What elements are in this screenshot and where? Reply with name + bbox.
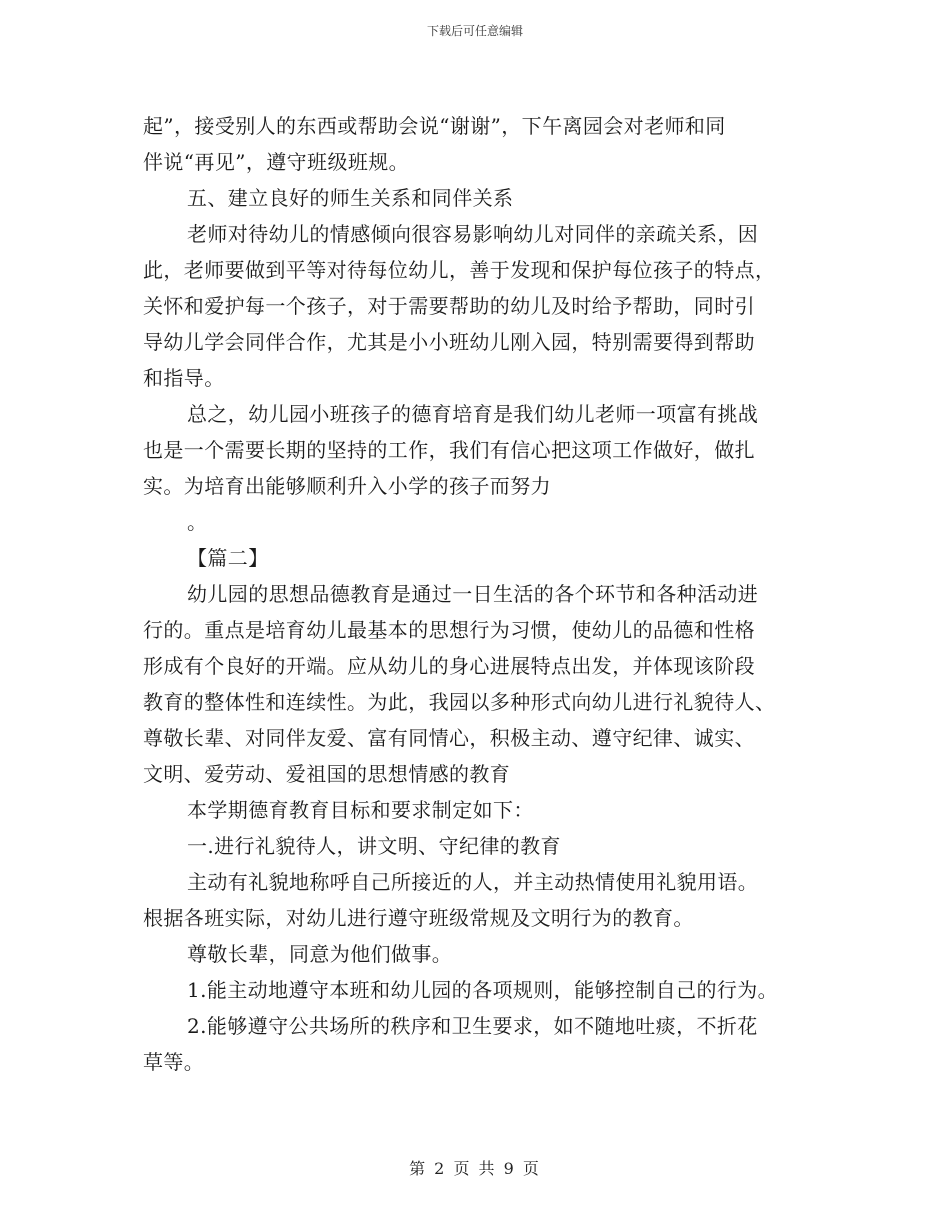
text-line: 实。为培育出能够顺利升入小学的孩子而努力	[143, 474, 551, 498]
text-line: 本学期德育教育目标和要求制定如下：	[187, 798, 534, 822]
text-line: 1.能主动地遵守本班和幼儿园的各项规则，能够控制自己的行为。	[187, 978, 779, 1002]
text-line: 伴说“再见”，遵守班级班规。	[143, 150, 410, 174]
text-line: 尊敬长辈，同意为他们做事。	[187, 942, 453, 966]
text-line: 幼儿园的思想品德教育是通过一日生活的各个环节和各种活动进	[187, 582, 759, 606]
text-line: 草等。	[143, 1050, 205, 1074]
text-line: 2.能够遵守公共场所的秩序和卫生要求，如不随地吐痰，不折花	[187, 1014, 758, 1038]
document-body	[143, 108, 823, 1080]
text-line: 一.进行礼貌待人，讲文明、守纪律的教育	[187, 834, 561, 858]
text-line: 行的。重点是培育幼儿最基本的思想行为习惯，使幼儿的品德和性格	[143, 618, 755, 642]
text-line: 主动有礼貌地称呼自己所接近的人，并主动热情使用礼貌用语。	[187, 870, 759, 894]
text-line: 尊敬长辈、对同伴友爱、富有同情心，积极主动、遵守纪律、诚实、	[143, 726, 755, 750]
text-line: 文明、爱劳动、爱祖国的思想情感的教育	[143, 762, 511, 786]
text-line: 也是一个需要长期的坚持的工作，我们有信心把这项工作做好，做扎	[143, 438, 755, 462]
text-line: 。	[187, 510, 208, 534]
text-line: 导幼儿学会同伴合作，尤其是小小班幼儿刚入园，特别需要得到帮助	[143, 330, 755, 354]
text-line: 五、建立良好的师生关系和同伴关系	[187, 186, 514, 210]
text-line: 【篇二】	[187, 546, 269, 570]
text-line: 老师对待幼儿的情感倾向很容易影响幼儿对同伴的亲疏关系，因	[187, 222, 759, 246]
text-line: 关怀和爱护每一个孩子，对于需要帮助的幼儿及时给予帮助，同时引	[143, 294, 755, 318]
text-line: 教育的整体性和连续性。为此，我园以多种形式向幼儿进行礼貌待人、	[143, 690, 776, 714]
text-line: 和指导。	[143, 366, 225, 390]
text-line: 此，老师要做到平等对待每位幼儿，善于发现和保护每位孩子的特点，	[143, 258, 776, 282]
page-number: 第 2 页 共 9 页	[409, 1159, 541, 1178]
text-line: 起”，接受别人的东西或帮助会说“谢谢”，下午离园会对老师和同	[143, 114, 726, 138]
text-line: 总之，幼儿园小班孩子的德育培育是我们幼儿老师一项富有挑战	[187, 402, 759, 426]
page-header: 下载后可任意编辑	[426, 24, 523, 38]
text-line: 形成有个良好的开端。应从幼儿的身心进展特点出发，并体现该阶段	[143, 654, 755, 678]
text-line: 根据各班实际，对幼儿进行遵守班级常规及文明行为的教育。	[143, 906, 694, 930]
